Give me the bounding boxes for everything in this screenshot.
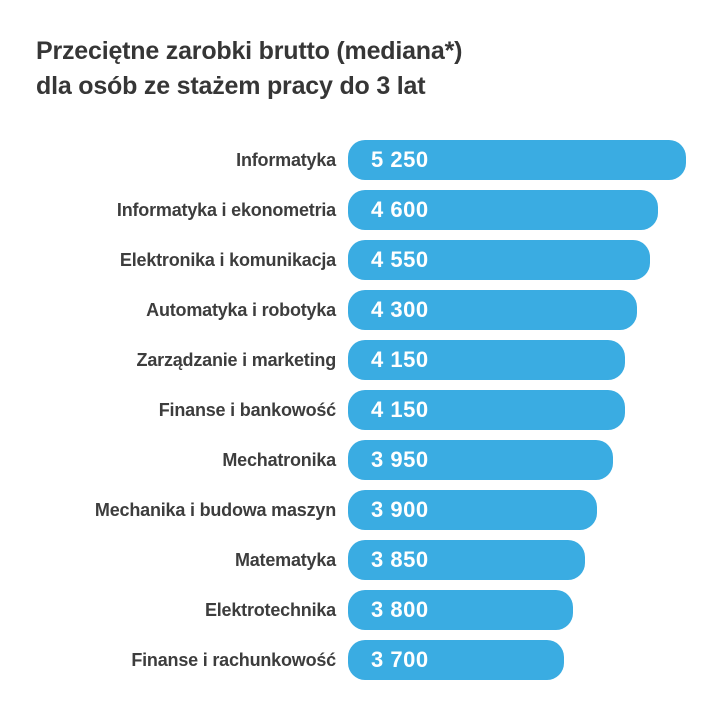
value-label: 3 800: [371, 597, 429, 622]
value-bar: [348, 340, 625, 380]
chart-title-line2: dla osób ze stażem pracy do 3 lat: [36, 72, 426, 100]
chart-title: [36, 34, 462, 104]
value-label: 3 950: [371, 447, 429, 472]
value-bar: [348, 140, 686, 180]
category-label: Informatyka: [236, 149, 336, 170]
category-label: Mechanika i budowa maszyn: [94, 499, 336, 520]
category-label: Finanse i bankowość: [158, 399, 336, 420]
bar-row: [0, 140, 720, 180]
value-label: 4 550: [371, 247, 429, 272]
value-bar: [348, 490, 597, 530]
value-bar: [348, 390, 625, 430]
bar-row: [0, 540, 720, 580]
category-label: Mechatronika: [222, 449, 336, 470]
category-label: Zarządzanie i marketing: [136, 349, 336, 370]
bar-row: [0, 290, 720, 330]
category-label: Finanse i rachunkowość: [131, 649, 336, 670]
value-label: 5 250: [371, 147, 429, 172]
bar-row: [0, 440, 720, 480]
chart-title-line1: Przeciętne zarobki brutto (mediana*): [36, 37, 463, 65]
value-bar: [348, 190, 658, 230]
category-label: Elektrotechnika: [204, 599, 336, 620]
bar-row: [0, 590, 720, 630]
category-label: Matematyka: [234, 549, 336, 570]
category-label: Informatyka i ekonometria: [116, 199, 336, 220]
bar-row: [0, 640, 720, 680]
value-label: 4 150: [371, 347, 429, 372]
value-label: 4 600: [371, 197, 429, 222]
value-label: 3 900: [371, 497, 429, 522]
value-bar: [348, 640, 564, 680]
value-label: 4 300: [371, 297, 429, 322]
value-label: 4 150: [371, 397, 429, 422]
value-bar: [348, 540, 585, 580]
bar-row: [0, 390, 720, 430]
category-label: Automatyka i robotyka: [146, 299, 336, 320]
value-label: 3 700: [371, 647, 429, 672]
value-bar: [348, 590, 573, 630]
bar-row: [0, 240, 720, 280]
value-bar: [348, 290, 637, 330]
bar-row: [0, 340, 720, 380]
bar-chart: [0, 140, 720, 690]
value-label: 3 850: [371, 547, 429, 572]
bar-row: [0, 190, 720, 230]
value-bar: [348, 440, 613, 480]
value-bar: [348, 240, 650, 280]
category-label: Elektronika i komunikacja: [119, 249, 336, 270]
bar-row: [0, 490, 720, 530]
